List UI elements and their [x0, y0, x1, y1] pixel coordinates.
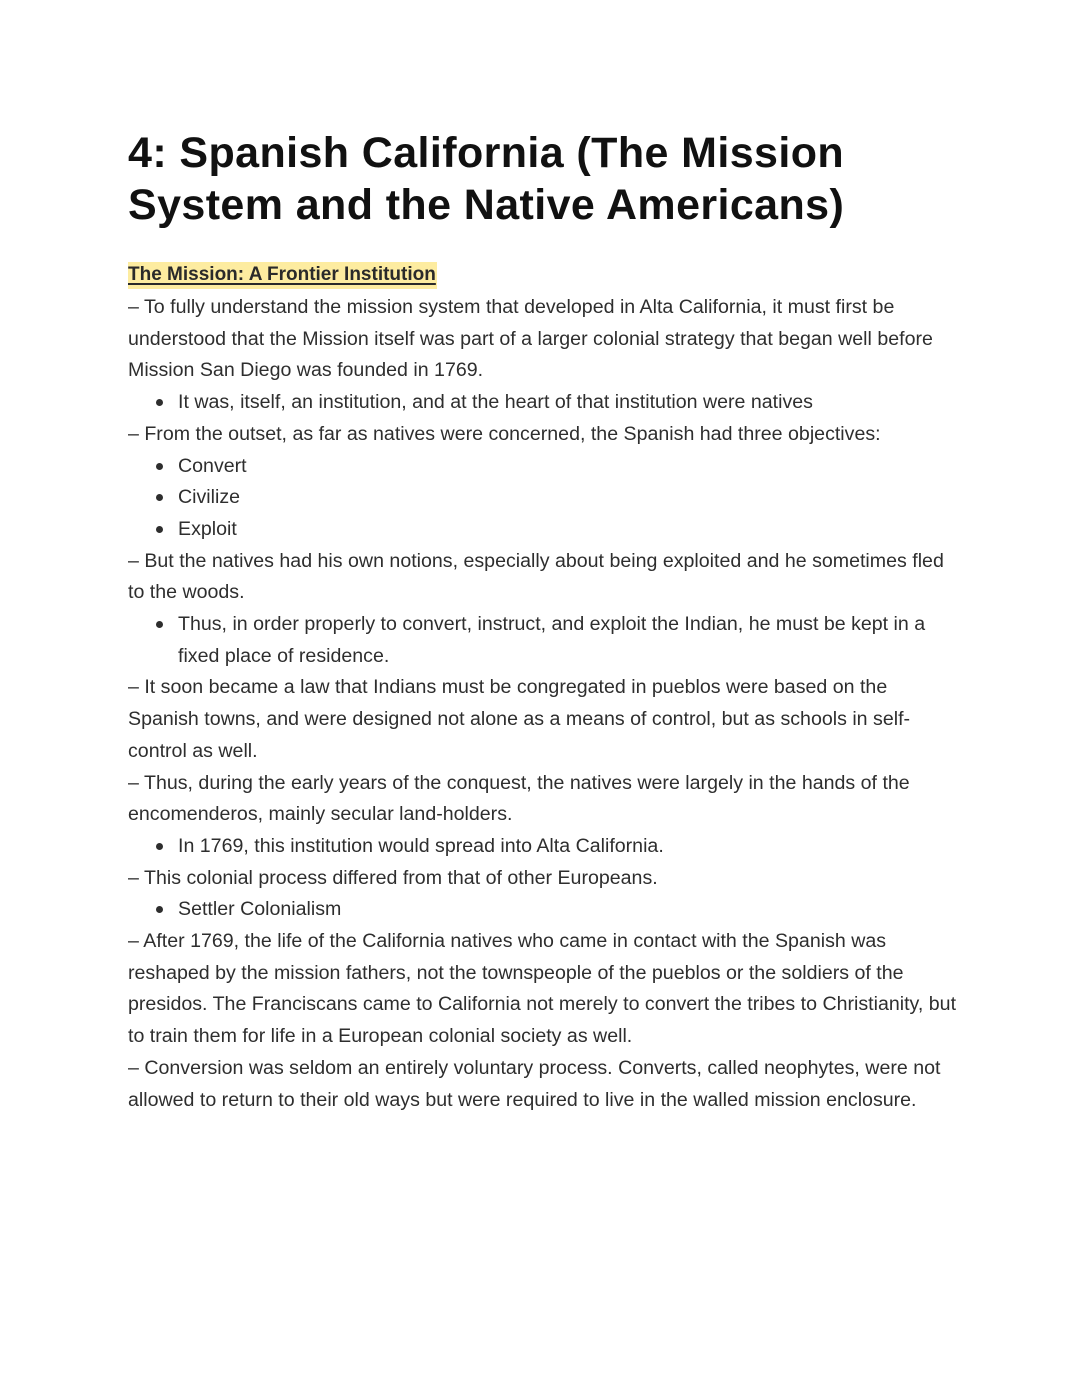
list-item-text: It was, itself, an institution, and at the heart of that institution were natives — [178, 391, 813, 414]
document-page — [128, 127, 958, 1116]
paragraph: – To fully understand the mission system that developed in Alta California, it must first be understood that the Mission itself was part of a larger colonial strategy that began well before Mission San Diego was founded in 1769. — [128, 296, 933, 382]
list-item — [178, 482, 958, 514]
bullet-icon — [156, 843, 163, 850]
list-item — [178, 609, 958, 672]
paragraph: – From the outset, as far as natives were concerned, the Spanish had three objectives: — [128, 422, 881, 445]
list-item-text: Thus, in order properly to convert, instruct, and exploit the Indian, he must be kept in a fixed place of residence. — [178, 613, 926, 667]
bullet-icon — [156, 494, 163, 501]
paragraph: – This colonial process differed from that of other Europeans. — [128, 866, 658, 889]
list-item-text: Civilize — [178, 486, 241, 509]
list-item-text: Settler Colonialism — [178, 898, 342, 921]
bullet-list — [128, 451, 958, 546]
bullet-icon — [156, 526, 163, 533]
list-item — [178, 451, 958, 483]
list-item — [178, 514, 958, 546]
list-item — [178, 894, 958, 926]
paragraph: – After 1769, the life of the California natives who came in contact with the Spanish was reshaped by the mission fathers, not the townspeople of the pueblos or the soldiers of the presidos. The Franciscans came to California not merely to convert the tribes to Christianity, but to train them for life in a European colonial society as well. — [128, 930, 957, 1048]
bullet-list — [128, 609, 958, 672]
paragraph: – Thus, during the early years of the conquest, the natives were largely in the hands of the encomenderos, mainly secular land-holders. — [128, 771, 910, 826]
bullet-list — [128, 894, 958, 926]
list-item — [178, 831, 958, 863]
bullet-icon — [156, 621, 163, 628]
bullet-icon — [156, 906, 163, 913]
list-item — [178, 387, 958, 419]
section-body — [128, 292, 958, 1116]
bullet-list — [128, 387, 958, 419]
section-heading: The Mission: A Frontier Institution — [128, 262, 437, 289]
page-title: 4: Spanish California (The Mission System and the Native Americans) — [128, 129, 845, 229]
paragraph: – But the natives had his own notions, especially about being exploited and he sometimes fled to the woods. — [128, 549, 944, 604]
bullet-icon — [156, 399, 163, 406]
bullet-icon — [156, 463, 163, 470]
list-item-text: Exploit — [178, 517, 237, 540]
paragraph: – Conversion was seldom an entirely voluntary process. Converts, called neophytes, were not allowed to return to their old ways but were required to live in the walled mission enclosure. — [128, 1056, 941, 1111]
paragraph: – It soon became a law that Indians must be congregated in pueblos were based on the Spanish towns, and were designed not alone as a means of control, but as schools in self-control as well. — [128, 676, 911, 762]
list-item-text: In 1769, this institution would spread into Alta California. — [178, 834, 664, 857]
bullet-list — [128, 831, 958, 863]
list-item-text: Convert — [178, 454, 247, 477]
